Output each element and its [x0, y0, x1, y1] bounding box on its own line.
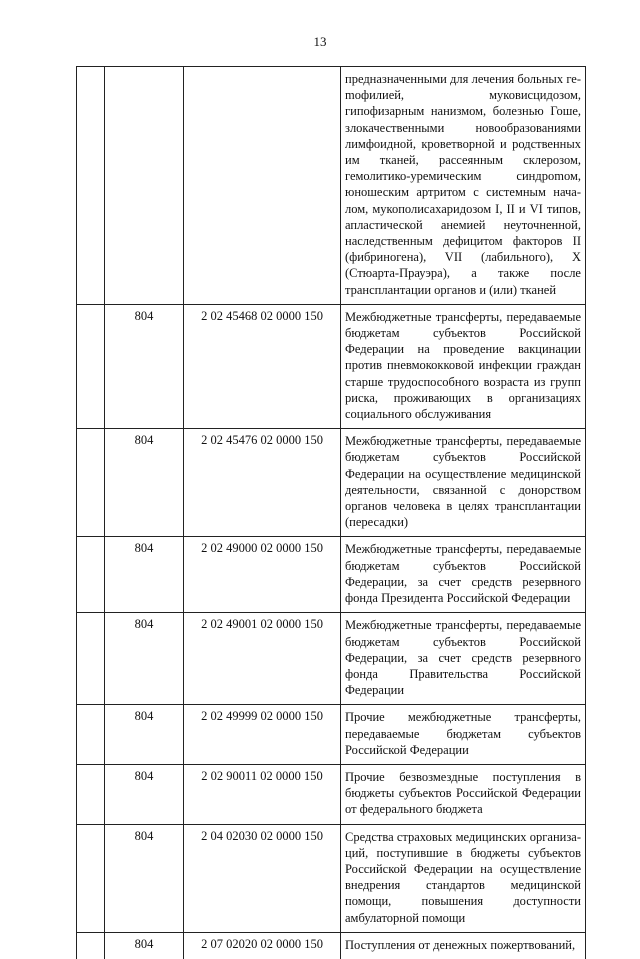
budget-code-cell: 2 07 02020 02 0000 150: [184, 932, 341, 959]
budget-code-cell: 2 02 49001 02 0000 150: [184, 613, 341, 705]
empty-cell: [77, 764, 105, 824]
description-cell: Средства страховых медицинских организаций, поступившие в бюджеты субъектов Российской Федерации на осуществление внедрения стандартов медицинской помощи, повышения доступности амбулаторной помощи: [341, 824, 586, 932]
budget-code-cell: 2 02 45468 02 0000 150: [184, 304, 341, 428]
empty-cell: [77, 824, 105, 932]
empty-cell: [77, 67, 105, 305]
description-cell: Межбюджетные трансферты, передаваемые бюджетам субъектов Российской Федерации на проведение вакцинации против пневмококковой инфекции граждан старше трудоспособного возраста из групп риска, проживающих в организациях социального обслуживания: [341, 304, 586, 428]
empty-cell: [77, 613, 105, 705]
description-cell: предназначенными для лечения больных геmофилией, муковисцидозом, гипофизарным нанизмом, болезнью Гоше, злокачественными новообразованиями лимфоидной, кроветворной и родственных им тканей, рассеянным склерозом, гемолитико-уремическим синдроmом, юношеским артритом с системным началом, мукополисахаридозом I, II и VI типов, апластической анемией неуточненной, наследственным дефицитом факторов II (фибриногена), VII (лабильного), X (Стюарта-Прауэра), а также после трансплантации органов и (или) тканей: [341, 67, 586, 305]
admin-code-cell: 804: [105, 824, 184, 932]
budget-code-cell: 2 02 49999 02 0000 150: [184, 705, 341, 765]
admin-code-cell: 804: [105, 304, 184, 428]
table-row: [77, 429, 586, 537]
table-row: [77, 824, 586, 932]
empty-cell: [77, 705, 105, 765]
admin-code-cell: 804: [105, 705, 184, 765]
admin-code-cell: 804: [105, 613, 184, 705]
table-row: [77, 304, 586, 428]
admin-code-cell: 804: [105, 932, 184, 959]
admin-code-cell: [105, 67, 184, 305]
budget-code-cell: 2 02 45476 02 0000 150: [184, 429, 341, 537]
budget-code-cell: 2 02 90011 02 0000 150: [184, 764, 341, 824]
empty-cell: [77, 932, 105, 959]
description-cell: Прочие безвозмездные поступления в бюджеты субъектов Российской Федерации от федерального бюджета: [341, 764, 586, 824]
table-row: [77, 705, 586, 765]
description-cell: Межбюджетные трансферты, передаваемые бюджетам субъектов Российской Федерации на осуществление медицинской деятельности, связанной с донорством органов человека в целях трансплантации (пересадки): [341, 429, 586, 537]
table-row: [77, 67, 586, 305]
admin-code-cell: 804: [105, 537, 184, 613]
description-cell: Межбюджетные трансферты, передаваемые бюджетам субъектов Российской Федерации, за счет средств резервного фонда Правительства Российской Федерации: [341, 613, 586, 705]
table-row: [77, 613, 586, 705]
budget-classification-table: [76, 66, 586, 959]
budget-code-cell: 2 02 49000 02 0000 150: [184, 537, 341, 613]
table-row: [77, 932, 586, 959]
admin-code-cell: 804: [105, 429, 184, 537]
page-number: 13: [313, 34, 327, 49]
empty-cell: [77, 429, 105, 537]
table-row: [77, 537, 586, 613]
description-cell: Прочие межбюджетные трансферты, передаваемые бюджетам субъектов Российской Федерации: [341, 705, 586, 765]
budget-code-cell: 2 04 02030 02 0000 150: [184, 824, 341, 932]
description-cell: Поступления от денежных пожертвований,: [341, 932, 586, 959]
table-row: [77, 764, 586, 824]
budget-code-cell: [184, 67, 341, 305]
admin-code-cell: 804: [105, 764, 184, 824]
empty-cell: [77, 304, 105, 428]
description-cell: Межбюджетные трансферты, передаваемые бюджетам субъектов Российской Федерации, за счет средств резервного фонда Президента Российской Федерации: [341, 537, 586, 613]
empty-cell: [77, 537, 105, 613]
